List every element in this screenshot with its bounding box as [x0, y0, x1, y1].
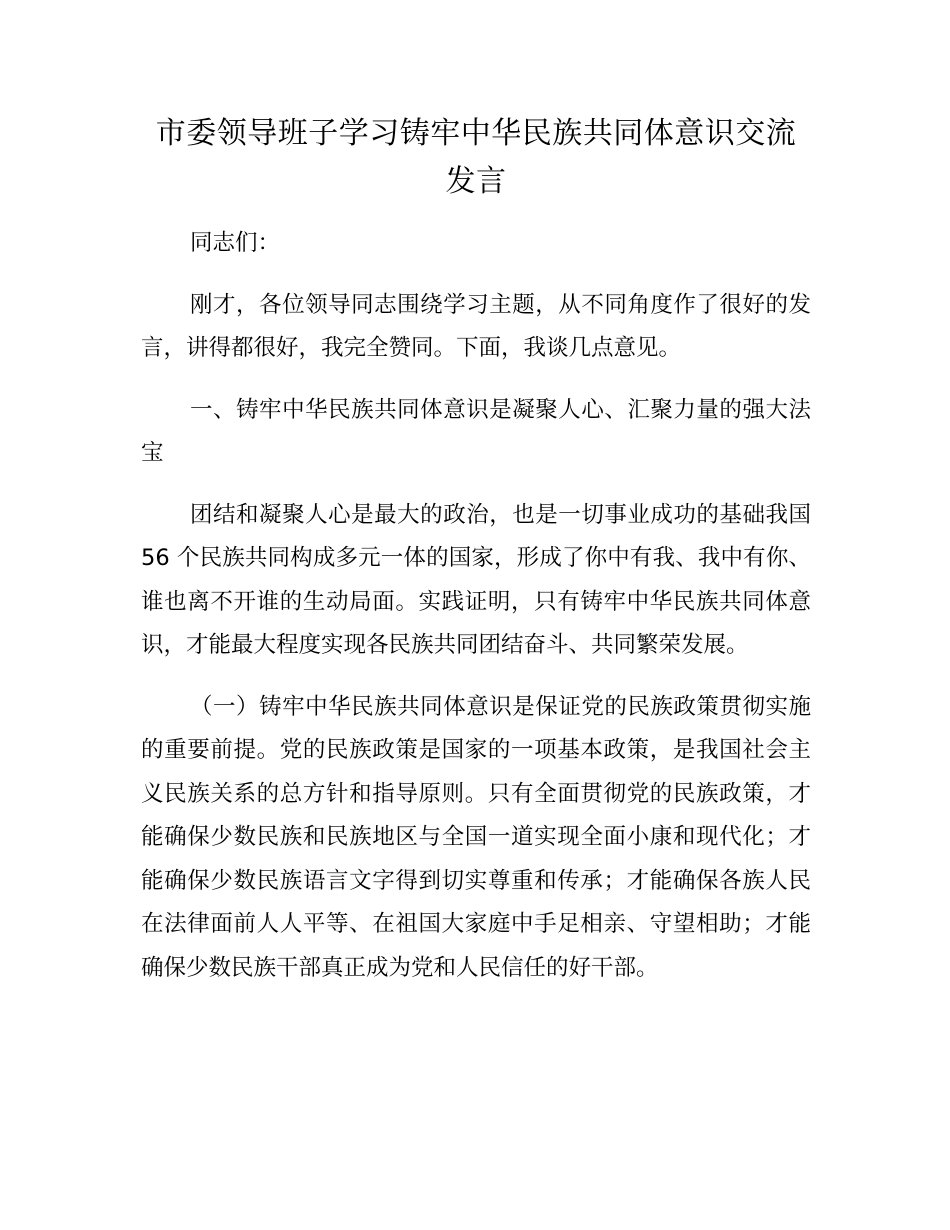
salutation: 同志们：: [190, 230, 281, 256]
section-heading-1: 一、铸牢中华民族共同体意识是凝聚人心、汇聚力量的强大法宝: [141, 396, 811, 466]
paragraph-subsection-1: （一）铸牢中华民族共同体意识是保证党的民族政策贯彻实施的重要前提。党的民族政策是国家的一项基本政策，是我国社会主义民族关系的总方针和指导原则。只有全面贯彻党的民族政策，才能确保少数民族和民族地区与全国一道实现全面小康和现代化；才能确保少数民族语言文字得到切实尊重和传承；才能确保各族人民在法律面前人人平等、在祖国大家庭中手足相亲、守望相助；才能确保少数民族干部真正成为党和人民信任的好干部。: [141, 693, 811, 981]
paragraph-body-1: 团结和凝聚人心是最大的政治，也是一切事业成功的基础我国 56 个民族共同构成多元一体的国家，形成了你中有我、我中有你、谁也离不开谁的生动局面。实践证明，只有铸牢中华民族共同体意识，才能最大程度实现各民族共同团结奋斗、共同繁荣发展。: [141, 501, 811, 658]
document-body: [141, 110, 811, 990]
paragraph-opening: 刚才，各位领导同志围绕学习主题，从不同角度作了很好的发言，讲得都很好，我完全赞同。下面，我谈几点意见。: [141, 291, 811, 361]
document-title: 市委领导班子学习铸牢中华民族共同体意识交流发言: [155, 116, 797, 199]
